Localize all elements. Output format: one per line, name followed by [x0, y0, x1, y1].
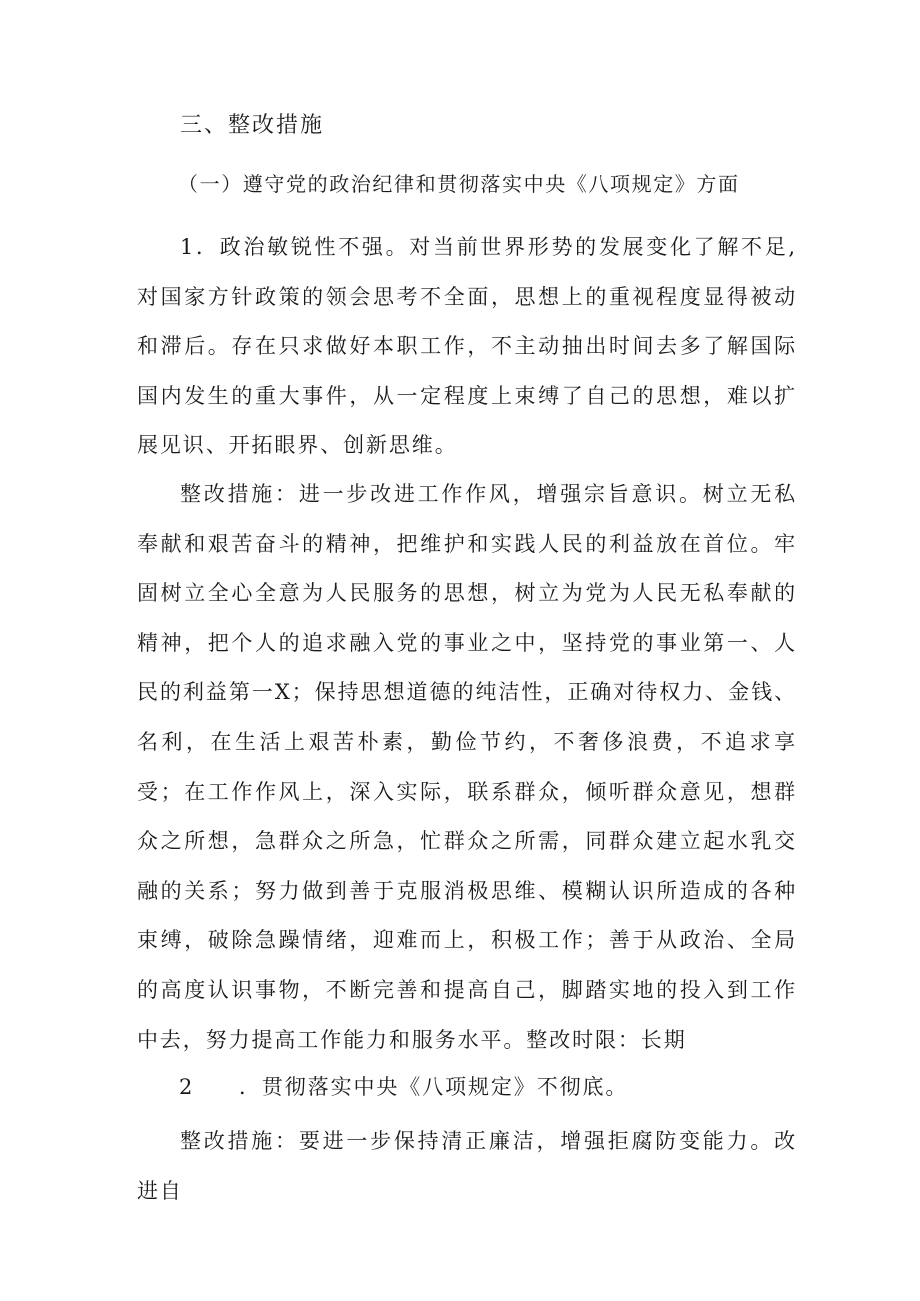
- paragraph-rectification-1: 整改措施：进一步改进工作作风，增强宗旨意识。树立无私奉献和艰苦奋斗的精神，把维护和实践人民的利益放在首位。牢固树立全心全意为人民服务的思想，树立为党为人民无私奉献的精神，把个人的追求融入党的事业之中，坚持党的事业第一、人民的利益第一X；保持思想道德的纯洁性，正确对待权力、金钱、名利，在生活上艰苦朴素，勤俭节约，不奢侈浪费，不追求享受；在工作作风上，深入实际，联系群众，倾听群众意见，想群众之所想，急群众之所急，忙群众之所需，同群众建立起水乳交融的关系；努力做到善于克服消极思维、模糊认识所造成的各种束缚，破除急躁情绪，迎难而上，积极工作；善于从政治、全局的高度认识事物，不断完善和提高自己，脚踏实地的投入到工作中去，努力提高工作能力和服务水平。整改时限：长期: [137, 482, 797, 1052]
- paragraph-item-1: 1．政治敏锐性不强。对当前世界形势的发展变化了解不足,对国家方针政策的领会思考不全面，思想上的重视程度显得被动和滞后。存在只求做好本职工作，不主动抽出时间去多了解国际国内发生的重大事件，从一定程度上束缚了自己的思想，难以扩展见识、开拓眼界、创新思维。: [137, 235, 797, 458]
- subsection-heading: （一）遵守党的政治纪律和贯彻落实中央《八项规定》方面: [178, 172, 740, 196]
- paragraph-item-2: [137, 1063, 797, 1113]
- section-heading: 三、整改措施: [180, 113, 325, 138]
- item-number: 2: [179, 1075, 195, 1099]
- item-2-text: ．贯彻落实中央《八项规定》不彻底。: [239, 1075, 629, 1099]
- paragraph-rectification-2: 整改措施：要进一步保持清正廉洁，增强拒腐防变能力。改进自: [137, 1129, 797, 1203]
